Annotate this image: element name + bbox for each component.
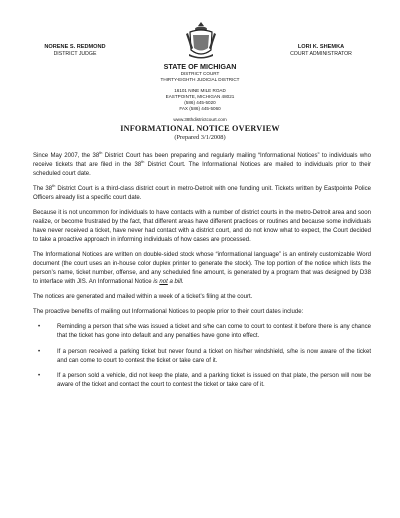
paragraph-intro xyxy=(33,152,371,179)
benefits-list xyxy=(33,323,371,390)
emphasis-a-bill: a bill xyxy=(167,279,182,285)
list-item-text: If a person sold a vehicle, did not keep the plate, and a parking ticket is issued on that plate, the person will now be aware of the ticket and contact the court to contest the ticket or take care of it. xyxy=(57,373,371,388)
list-item xyxy=(33,348,371,366)
court-name: DISTRICT COURT xyxy=(180,71,220,76)
judge-header xyxy=(20,44,130,58)
paragraph-court-description xyxy=(33,185,371,203)
ordinal-suffix: th xyxy=(141,159,145,164)
prepared-date: (Prepared 3/1/2008) xyxy=(174,134,226,141)
list-item xyxy=(33,372,371,390)
document-title: INFORMATIONAL NOTICE OVERVIEW xyxy=(120,124,280,133)
emphasis-not: not xyxy=(159,279,168,285)
text-span: District Court is a third-class district court in metro-Detroit with one funding unit. Tickets written by Eastpointe Police Officers already list a specific court date. xyxy=(33,186,371,201)
court-fax: FAX (586) 445-5060 xyxy=(179,106,221,111)
court-letterhead xyxy=(100,62,300,123)
document-title-block xyxy=(60,124,340,142)
judge-name: NORENE S. REDMOND xyxy=(44,44,106,50)
administrator-name: LORI K. SHEMKA xyxy=(297,44,345,50)
court-website-link[interactable]: www.38thdistrictcourt.com xyxy=(173,117,227,122)
list-item-text: If a person received a parking ticket but never found a ticket on his/her windshield, s/he is now aware of the ticket and can come to court to contest the ticket or take care of it. xyxy=(57,348,371,364)
emphasis-is: is xyxy=(153,279,158,285)
administrator-title: COURT ADMINISTRATOR xyxy=(290,51,352,57)
text-span: Since May 2007, the 38 xyxy=(33,153,100,159)
document-body xyxy=(33,152,371,397)
text-span: The Informational Notices are written on double-sided stock whose “informational language” is an entirely customizable Word document (the court uses an in-house color duplex printer to generate the stock). The top portion of the notice which lists the person’s name, ticket number, offense, and any scheduled fine amount, is generated by a program that was designed by D38 to interface with JIS. An Informational Notice xyxy=(33,252,371,285)
paragraph-timing: The notices are generated and mailed within a week of a ticket’s filing at the court. xyxy=(33,294,253,300)
list-item xyxy=(33,323,371,341)
text-span: District Court. The Informational Notices are mailed to individuals prior to their scheduled court date. xyxy=(33,162,371,177)
court-district: THIRTY-EIGHTH JUDICIAL DISTRICT xyxy=(160,77,240,82)
list-item-text: Reminding a person that s/he was issued a ticket and s/he can come to court to contest it before there is any chance that the ticket has gone into default and any penalties have gone into effect. xyxy=(57,324,371,339)
court-phone: (586) 445-5020 xyxy=(184,100,216,105)
text-span: The 38 xyxy=(33,186,53,192)
judge-title: DISTRICT JUDGE xyxy=(53,51,97,57)
ordinal-suffix: th xyxy=(99,150,103,155)
text-span: . xyxy=(181,279,184,285)
text-span: District Court has been preparing and regularly mailing “Informational Notices” to individuals who receive tickets that are filed in the 38 xyxy=(33,153,371,168)
state-seal-icon xyxy=(184,20,218,60)
bullet-icon: • xyxy=(38,373,41,379)
court-address-street: 16101 NINE MILE ROAD xyxy=(174,88,226,93)
administrator-header xyxy=(266,44,376,58)
paragraph-benefits-intro: The proactive benefits of mailing out Informational Notices to people prior to their court dates include: xyxy=(33,309,304,315)
court-address-city: EASTPOINTE, MICHIGAN 48021 xyxy=(165,94,235,99)
ordinal-suffix: th xyxy=(52,183,56,188)
bullet-icon: • xyxy=(38,348,41,355)
bullet-icon: • xyxy=(38,324,41,330)
state-name: STATE OF MICHIGAN xyxy=(163,62,237,71)
paragraph-rationale: Because it is not uncommon for individuals to have contacts with a number of district courts in the metro-Detroit area and soon realize, or become frustrated by the fact, that different areas have different practices or routines and because some individuals have never received a ticket, have never had contact with a district court, and do not know what to expect, the Court decided to take a proactive approach in informing individuals of how cases are processed. xyxy=(33,210,371,243)
paragraph-notice-format xyxy=(33,251,371,287)
